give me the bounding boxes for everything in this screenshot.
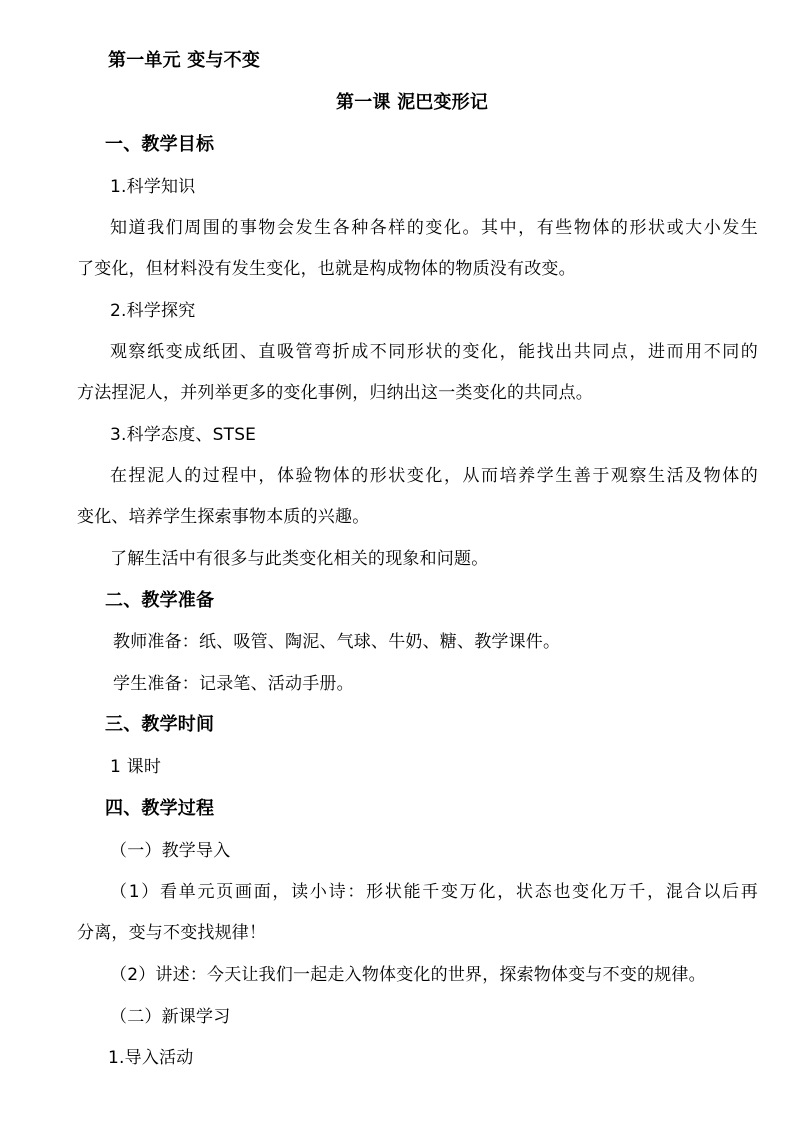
activity-1-title: 1.导入活动 [108,1048,194,1068]
lesson-title: 第一课 泥巴变形记 [336,92,489,113]
attitude-paragraph-line-3: 了解生活中有很多与此类变化相关的现象和问题。 [110,549,489,569]
inquiry-paragraph-line-1: 观察纸变成纸团、直吸管弯折成不同形状的变化，能找出共同点，进而用不同的 [110,342,758,362]
teaching-time-value: 1 课时 [110,757,162,777]
process-step-1-line-1: （1）看单元页画面，读小诗：形状能千变万化，状态也变化万千，混合以后再 [110,882,758,902]
section-heading-preparation: 二、教学准备 [105,590,215,611]
subheading-attitude: 3.科学态度、STSE [110,425,257,445]
inquiry-paragraph-line-2: 方法捏泥人，并列举更多的变化事例，归纳出这一类变化的共同点。 [77,383,593,403]
knowledge-paragraph-line-2: 了变化，但材料没有发生变化，也就是构成物体的物质没有改变。 [77,259,576,279]
subheading-knowledge: 1.科学知识 [110,177,196,197]
section-heading-process: 四、教学过程 [105,798,215,819]
attitude-paragraph-line-2: 变化、培养学生探索事物本质的兴趣。 [77,507,370,527]
process-part-2-title: （二）新课学习 [110,1007,231,1027]
knowledge-paragraph-line-1: 知道我们周围的事物会发生各种各样的变化。其中，有些物体的形状或大小发生 [110,218,758,238]
section-heading-time: 三、教学时间 [105,714,215,735]
process-step-1-line-2: 分离，变与不变找规律！ [77,923,267,943]
student-preparation: 学生准备：记录笔、活动手册。 [113,674,354,694]
teacher-preparation: 教师准备：纸、吸管、陶泥、气球、牛奶、糖、教学课件。 [113,632,561,652]
process-part-1-title: （一）教学导入 [110,841,231,861]
unit-title: 第一单元 变与不变 [108,50,261,71]
process-step-2-line-1: （2）讲述：今天让我们一起走入物体变化的世界，探索物体变与不变的规律。 [110,965,706,985]
subheading-inquiry: 2.科学探究 [110,301,196,321]
section-heading-goals: 一、教学目标 [105,134,215,155]
attitude-paragraph-line-1: 在捏泥人的过程中，体验物体的形状变化，从而培养学生善于观察生活及物体的 [110,466,758,486]
